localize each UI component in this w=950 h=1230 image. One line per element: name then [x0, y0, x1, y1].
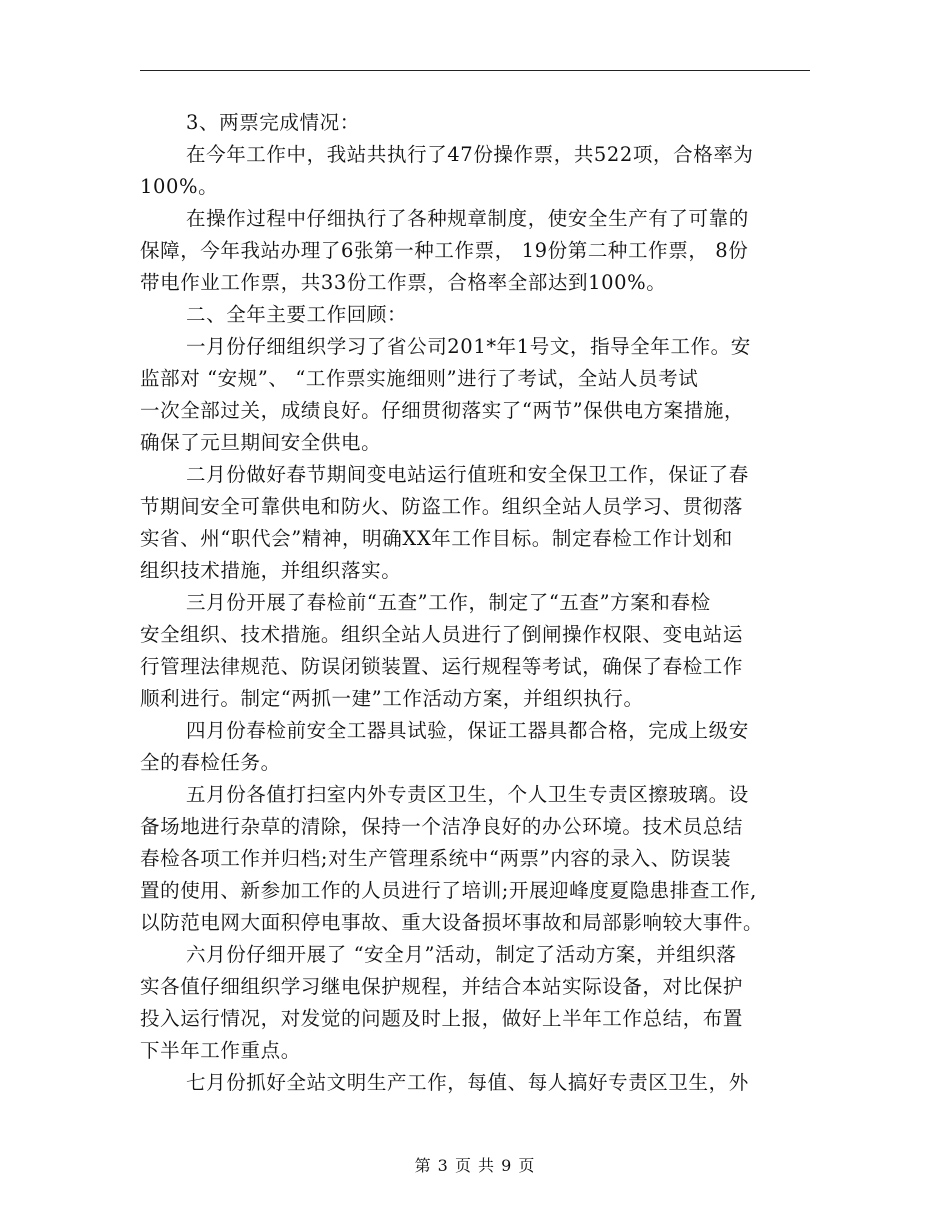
paragraph-line: 六月份仔细开展了 “安全月”活动，制定了活动方案，并组织落	[186, 943, 737, 966]
paragraph-line: 三月份开展了春检前“五查”工作，制定了“五查”方案和春检	[186, 591, 711, 614]
paragraph-line: 确保了元旦期间安全供电。	[140, 431, 382, 454]
section-heading: 3、两票完成情况：	[186, 111, 360, 134]
paragraph-line: 五月份各值打扫室内外专责区卫生，个人卫生专责区擦玻璃。设	[186, 783, 749, 806]
paragraph-line: 四月份春检前安全工器具试验，保证工器具都合格，完成上级安	[186, 719, 749, 742]
paragraph-line: 监部对 “安规”、 “工作票实施细则”进行了考试，全站人员考试	[140, 367, 699, 390]
paragraph-line: 一次全部过关，成绩良好。仔细贯彻落实了“两节”保供电方案措施，	[140, 399, 745, 422]
document-body	[140, 107, 812, 1099]
paragraph-line: 二月份做好春节期间变电站运行值班和安全保卫工作，保证了春	[186, 463, 749, 486]
paragraph-line: 一月份仔细组织学习了省公司201*年1号文，指导全年工作。安	[186, 335, 751, 358]
paragraph-line: 保障，今年我站办理了6张第一种工作票， 19份第二种工作票， 8份	[140, 239, 749, 262]
section-heading: 二、全年主要工作回顾：	[186, 303, 408, 326]
paragraph-line: 组织技术措施，并组织落实。	[140, 559, 402, 582]
paragraph-line: 在今年工作中，我站共执行了47份操作票，共522项，合格率为	[186, 143, 754, 166]
paragraph-line: 以防范电网大面积停电事故、重大设备损坏事故和局部影响较大事件。	[140, 911, 764, 934]
paragraph-line: 投入运行情况，对发觉的问题及时上报，做好上半年工作总结，布置	[140, 1007, 744, 1030]
paragraph-line: 在操作过程中仔细执行了各种规章制度，使安全生产有了可靠的	[186, 207, 749, 230]
paragraph-line: 节期间安全可靠供电和防火、防盗工作。组织全站人员学习、贯彻落	[140, 495, 744, 518]
paragraph-line: 全的春检任务。	[140, 751, 281, 774]
header-rule	[140, 70, 810, 71]
paragraph-line: 顺利进行。制定“两抓一建”工作活动方案，并组织执行。	[140, 687, 644, 710]
page-number: 第 3 页 共 9 页	[414, 1156, 536, 1175]
paragraph-line: 安全组织、技术措施。组织全站人员进行了倒闸操作权限、变电站运	[140, 623, 744, 646]
paragraph-line: 100%。	[140, 175, 219, 198]
paragraph-line: 实各值仔细组织学习继电保护规程，并结合本站实际设备，对比保护	[140, 975, 744, 998]
paragraph-line: 行管理法律规范、防误闭锁装置、运行规程等考试，确保了春检工作	[140, 655, 744, 678]
paragraph-line: 春检各项工作并归档;对生产管理系统中“两票”内容的录入、防误装	[140, 847, 732, 870]
paragraph-line: 实省、州“职代会”精神，明确XX年工作目标。制定春检工作计划和	[140, 527, 733, 550]
paragraph-line: 带电作业工作票，共33份工作票，合格率全部达到100%。	[140, 271, 667, 294]
paragraph-line: 备场地进行杂草的清除，保持一个洁净良好的办公环境。技术员总结	[140, 815, 744, 838]
paragraph-line: 下半年工作重点。	[140, 1039, 301, 1062]
paragraph-line: 置的使用、新参加工作的人员进行了培训;开展迎峰度夏隐患排查工作,	[140, 879, 757, 902]
paragraph-line: 七月份抓好全站文明生产工作，每值、每人搞好专责区卫生，外	[186, 1071, 749, 1094]
